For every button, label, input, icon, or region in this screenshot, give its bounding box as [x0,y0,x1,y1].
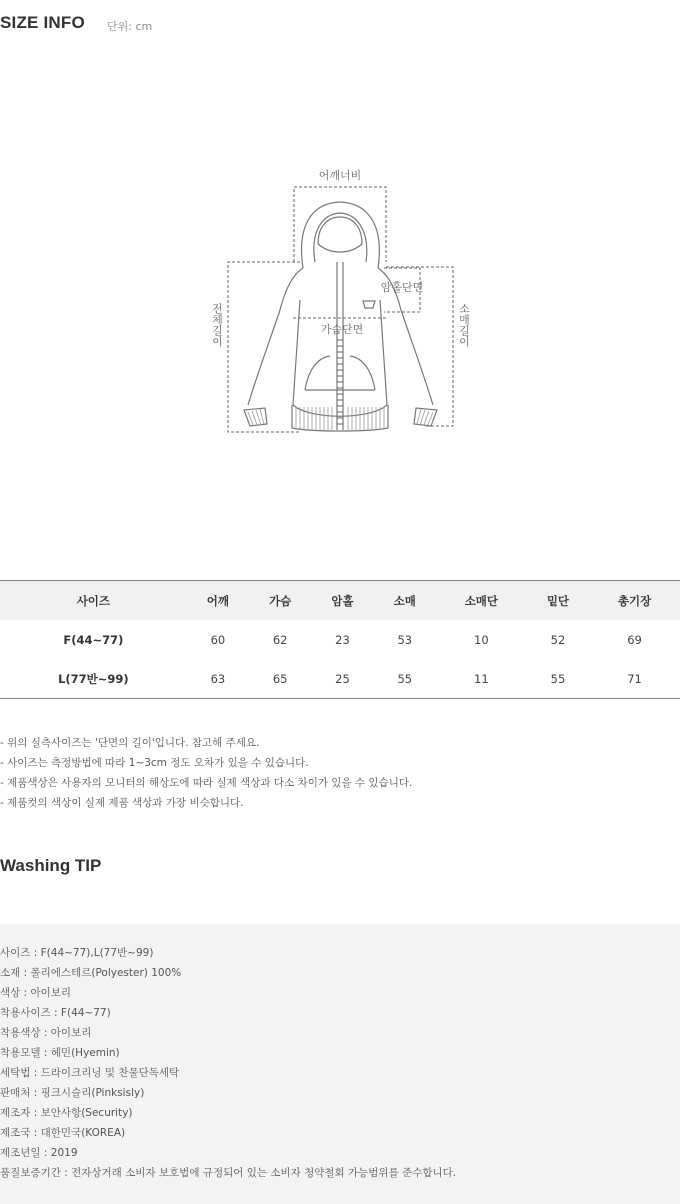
table-cell: 53 [397,632,413,647]
info-year: 제조년일 : 2019 [0,1147,78,1159]
size-table [0,580,680,699]
info-color: 색상 : 아이보리 [0,987,72,999]
table-cell: 71 [589,659,680,699]
header-shoulder: 어깨 [187,581,249,621]
info-washing: 세탁법 : 드라이크리닝 및 찬물단독세탁 [0,1067,180,1079]
info-warranty: 품질보증기간 : 전자상거래 소비자 보호법에 규정되어 있는 소비자 청약철회 가능범위를 준수합니다. [0,1167,457,1179]
table-cell: 25 [311,659,373,699]
size-notes [0,733,412,813]
size-table-header-row [0,581,680,621]
table-cell: 55 [374,659,436,699]
table-row [0,620,680,659]
header-sleeve: 소매 [374,581,436,621]
info-manufacturer: 제조자 : 보안사항(Security) [0,1107,133,1119]
table-cell: 52 [550,632,566,647]
table-cell: 69 [627,632,642,647]
header-size: 사이즈 [0,581,187,621]
info-size: 사이즈 : F(44~77),L(77반~99) [0,947,154,959]
table-cell: 11 [436,659,527,699]
chest-label: 가슴단면 [320,323,364,336]
washing-tip-title: Washing TIP [0,856,102,875]
armhole-label: 암홀단면 [380,281,424,294]
info-model: 착용모델 : 헤민(Hyemin) [0,1047,120,1059]
table-cell: 65 [249,659,311,699]
unit-label: 단위: cm [107,20,153,33]
table-cell: 60 [210,632,226,647]
info-seller: 판매처 : 핑크시슬리(Pinksisly) [0,1087,145,1099]
table-cell: 23 [335,632,350,647]
size-info-title: SIZE INFO [0,13,85,32]
sleeve-length-label: 소매길이 [457,303,471,347]
table-cell: 10 [474,632,489,647]
table-cell: L(77반~99) [0,659,187,699]
shoulder-width-label: 어깨너비 [318,169,362,182]
table-cell: 55 [527,659,589,699]
table-cell: F(44~77) [63,632,124,647]
header-total-length: 총기장 [589,581,680,621]
total-length-label: 전체길이 [210,303,224,347]
header-armhole: 암홀 [311,581,373,621]
note-line: - 위의 실측사이즈는 '단면의 길이'입니다. 참고해 주세요. [0,737,260,749]
header-cuff: 소매단 [436,581,527,621]
note-line: - 사이즈는 측정방법에 따라 1~3cm 정도 오차가 있을 수 있습니다. [0,757,309,769]
info-worn-color: 착용색상 : 아이보리 [0,1027,92,1039]
info-material: 소재 : 폴리에스테르(Polyester) 100% [0,967,182,979]
header-chest: 가슴 [249,581,311,621]
hoodie-measurement-diagram [205,165,471,445]
note-line: - 제품색상은 사용자의 모니터의 해상도에 따라 실제 색상과 다소 차이가 있을 수 있습니다. [0,777,413,789]
info-country: 제조국 : 대한민국(KOREA) [0,1127,126,1139]
info-worn-size: 착용사이즈 : F(44~77) [0,1007,111,1019]
table-cell: 62 [272,632,288,647]
table-cell: 63 [187,659,249,699]
table-row [0,659,680,699]
product-info-panel [0,924,680,1204]
note-line: - 제품컷의 색상이 실제 제품 색상과 가장 비슷합니다. [0,797,244,809]
header-hem: 밑단 [527,581,589,621]
